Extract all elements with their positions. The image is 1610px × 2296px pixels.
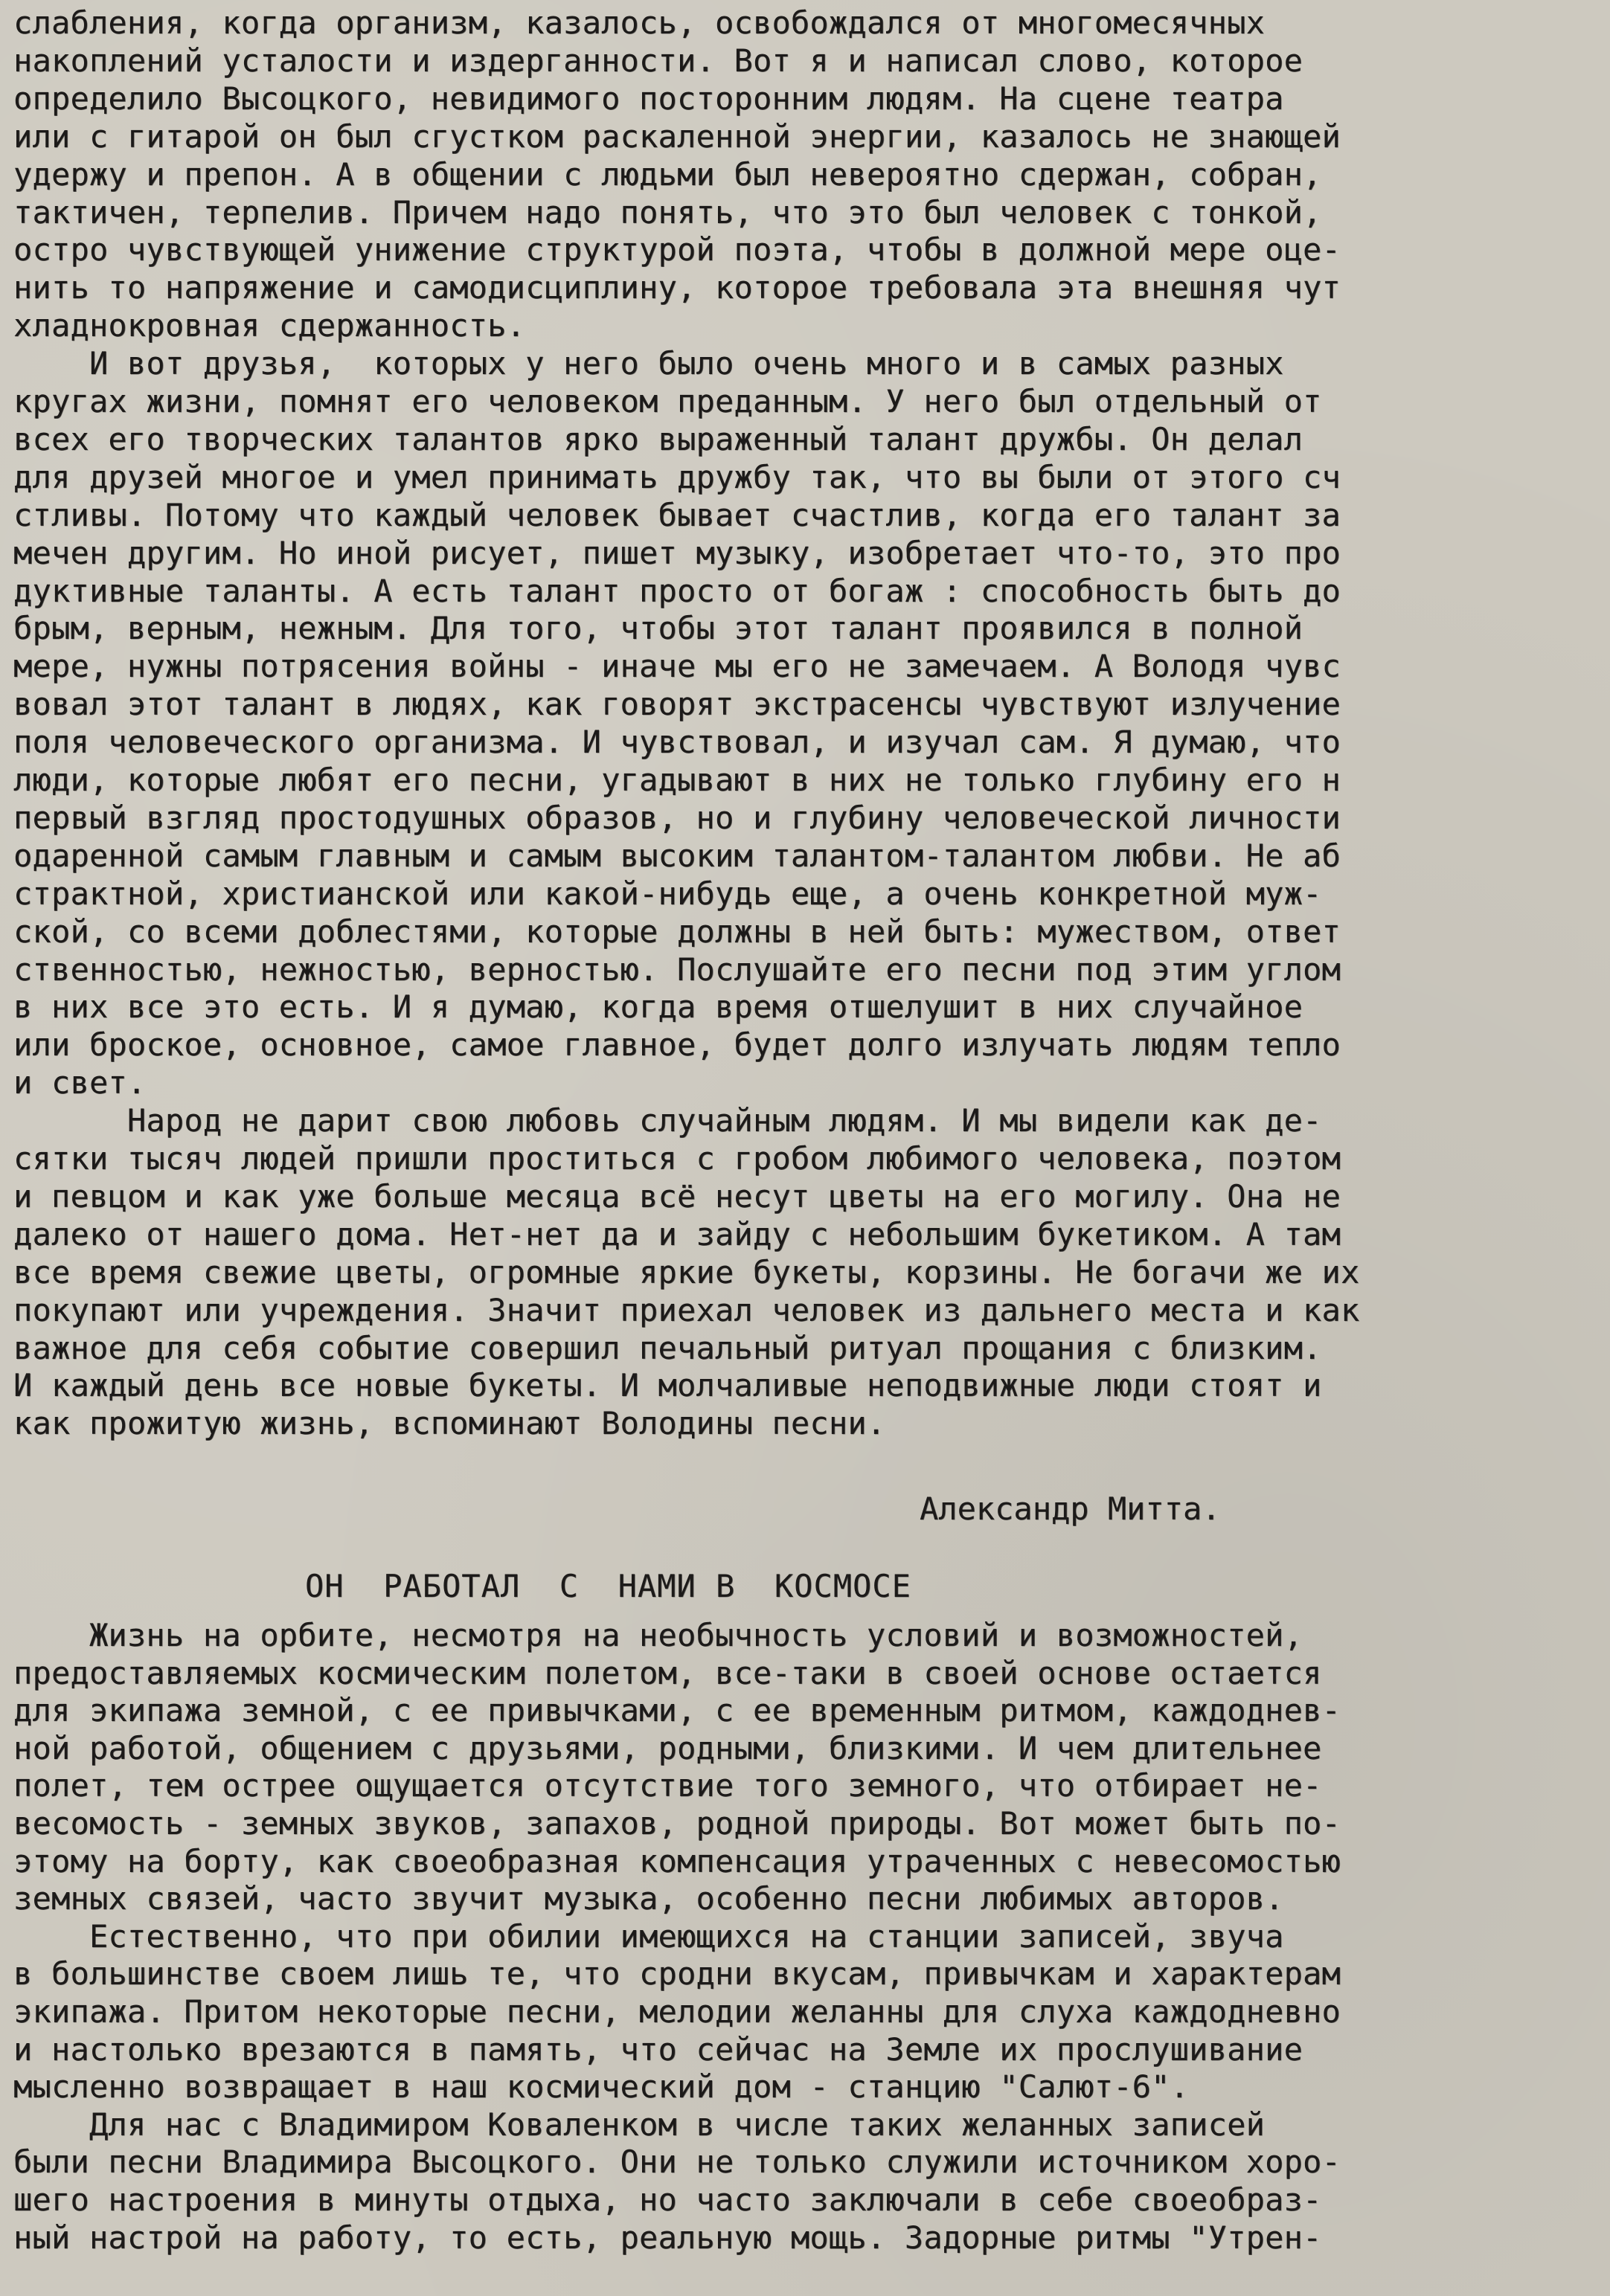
text-line: в них все это есть. И я думаю, когда время отшелушит в них случайное (13, 988, 1303, 1026)
text-line: этому на борту, как своеобразная компенсация утраченных с невесомостью (13, 1842, 1341, 1879)
article-heading: ОН РАБОТАЛ С НАМИ В КОСМОСЕ (305, 1568, 911, 1604)
text-line: мечен другим. Но иной рисует, пишет музыку, изобретает что-то, это про (13, 534, 1341, 571)
text-line: остро чувствующей унижение структурой поэта, чтобы в должной мере оце- (13, 231, 1341, 268)
text-line: сятки тысяч людей пришли проститься с гробом любимого человека, поэтом (13, 1140, 1341, 1177)
text-line: всех его творческих талантов ярко выраженный талант дружбы. Он делал (13, 420, 1303, 457)
text-line: Естественно, что при обилии имеющихся на станции записей, звуча (13, 1917, 1284, 1955)
text-line: кругах жизни, помнят его человеком преданным. У него был отдельный от (13, 383, 1322, 419)
text-line: одаренной самым главным и самым высоким талантом-талантом любви. Не аб (13, 837, 1341, 874)
text-line: земных связей, часто звучит музыка, особенно песни любимых авторов. (13, 1880, 1284, 1917)
text-line: первый взгляд простодушных образов, но и глубину человеческой личности (13, 799, 1341, 836)
author-signature: Александр Митта. (920, 1491, 1221, 1527)
text-line: или с гитарой он был сгустком раскаленной энергии, казалось не знающей (13, 118, 1341, 155)
text-line: ственностью, нежностью, верностью. Послушайте его песни под этим углом (13, 951, 1341, 988)
text-line: ный настрой на работу, то есть, реальную мощь. Задорные ритмы "Утрен- (13, 2219, 1322, 2256)
text-line: для друзей многое и умел принимать дружбу так, что вы были от этого сч (13, 458, 1341, 495)
text-line: И вот друзья, которых у него было очень много и в самых разных (13, 345, 1284, 382)
text-line: были песни Владимира Высоцкого. Они не только служили источником хоро- (13, 2144, 1341, 2181)
text-line: предоставляемых космическим полетом, все-таки в своей основе остается (13, 1654, 1322, 1691)
text-line: брым, верным, нежным. Для того, чтобы этот талант проявился в полной (13, 610, 1303, 647)
text-line: определило Высоцкого, невидимого посторонним людям. На сцене театра (13, 80, 1284, 117)
text-line: и настолько врезаются в память, что сейчас на Земле их прослушивание (13, 2030, 1303, 2068)
text-line: в большинстве своем лишь те, что сродни вкусам, привычкам и характерам (13, 1955, 1341, 1993)
text-line: поля человеческого организма. И чувствовал, и изучал сам. Я думаю, что (13, 724, 1341, 761)
text-line: Жизнь на орбите, несмотря на необычность условий и возможностей, (13, 1617, 1303, 1653)
text-line: Для нас с Владимиром Коваленком в числе таких желанных записей (13, 2106, 1266, 2143)
text-line: ской, со всеми доблестями, которые должны в ней быть: мужеством, ответ (13, 913, 1341, 950)
text-line: экипажа. Притом некоторые песни, мелодии желанны для слуха каждодневно (13, 1993, 1341, 2030)
text-line: хладнокровная сдержанность. (13, 307, 526, 344)
text-line: Народ не дарит свою любовь случайным людям. И мы видели как де- (13, 1102, 1322, 1139)
text-line: стливы. Потому что каждый человек бывает счастлив, когда его талант за (13, 496, 1341, 533)
text-line: вовал этот талант в людях, как говорят экстрасенсы чувствуют излучение (13, 686, 1341, 723)
text-line: мысленно возвращает в наш космический дом - станцию "Салют-6". (13, 2068, 1190, 2106)
text-line: как прожитую жизнь, вспоминают Володины песни. (13, 1405, 886, 1442)
text-line: И каждый день все новые букеты. И молчаливые неподвижные люди стоят и (13, 1367, 1322, 1404)
text-line: люди, которые любят его песни, угадывают в них не только глубину его н (13, 762, 1341, 798)
text-line: весомость - земных звуков, запахов, родной природы. Вот может быть по- (13, 1805, 1341, 1842)
text-line: ной работой, общением с друзьями, родными, близкими. И чем длительнее (13, 1729, 1322, 1766)
text-line: важное для себя событие совершил печальный ритуал прощания с близким. (13, 1329, 1322, 1366)
text-line: и свет. (13, 1064, 147, 1102)
text-line: мере, нужны потрясения войны - иначе мы его не замечаем. А Володя чувс (13, 648, 1341, 685)
text-line: полет, тем острее ощущается отсутствие того земного, что отбирает не- (13, 1767, 1322, 1804)
text-line: и певцом и как уже больше месяца всё несут цветы на его могилу. Она не (13, 1177, 1341, 1215)
text-line: нить то напряжение и самодисциплину, которое требовала эта внешняя чут (13, 269, 1341, 306)
text-line: далеко от нашего дома. Нет-нет да и зайду с небольшим букетиком. А там (13, 1215, 1341, 1252)
text-line: дуктивные таланты. А есть талант просто от богаж : способность быть до (13, 572, 1341, 609)
text-line: слабления, когда организм, казалось, освобождался от многомесячных (13, 4, 1266, 41)
text-line: для экипажа земной, с ее привычками, с ее временным ритмом, каждоднев- (13, 1692, 1341, 1729)
text-line: все время свежие цветы, огромные яркие букеты, корзины. Не богачи же их (13, 1253, 1360, 1290)
text-line: тактичен, терпелив. Причем надо понять, что это был человек с тонкой, (13, 193, 1322, 231)
text-line: шего настроения в минуты отдыха, но часто заключали в себе своеобраз- (13, 2181, 1322, 2218)
text-line: покупают или учреждения. Значит приехал человек из дальнего места и как (13, 1291, 1360, 1328)
text-line: накоплений усталости и издерганности. Вот я и написал слово, которое (13, 42, 1303, 79)
text-line: удержу и препон. А в общении с людьми был невероятно сдержан, собран, (13, 155, 1322, 193)
text-line: или броское, основное, самое главное, будет долго излучать людям тепло (13, 1026, 1341, 1064)
text-line: страктной, христианской или какой-нибудь еще, а очень конкретной муж- (13, 875, 1322, 912)
